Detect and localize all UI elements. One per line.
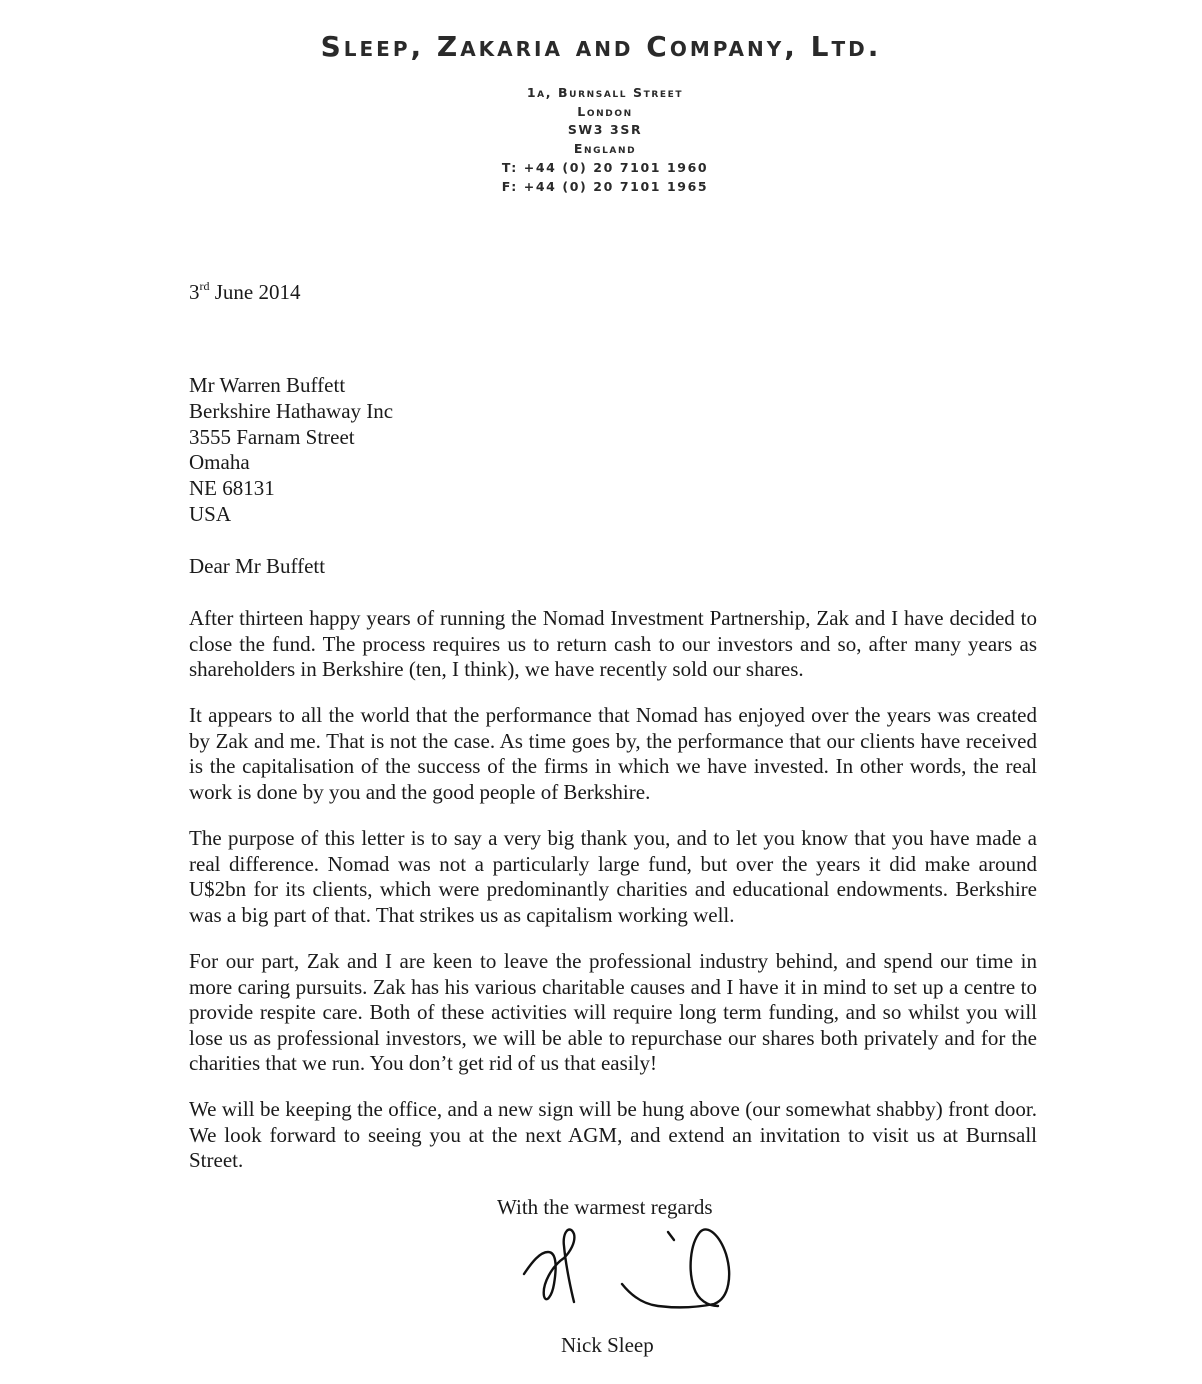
recipient-city: Omaha [189, 450, 250, 475]
body-paragraph: After thirteen happy years of running the Nomad Investment Partnership, Zak and I have decided to close the fund. The process requires us to return cash to our investors and so, after many years as shareholders in Berkshire (ten, I think), we have recently sold our shares. [189, 606, 1037, 682]
company-address [400, 84, 810, 196]
recipient-company: Berkshire Hathaway Inc [189, 398, 394, 423]
address-postcode: SW3 3SR [567, 122, 643, 138]
date-month-year: June 2014 [209, 280, 301, 304]
closing-line: With the warmest regards [497, 1195, 713, 1219]
body-paragraph: The purpose of this letter is to say a very big thank you, and to let you know that you have made a real difference. Nomad was not a particularly large fund, but over the years it did make around U$2bn for its clients, which were predominantly charities and educational endowments. Berkshire was a big part of that. That strikes us as capitalism working well. [189, 826, 1037, 927]
recipient-country: USA [189, 501, 232, 526]
recipient-address [189, 373, 393, 528]
letter-date [189, 280, 301, 305]
body-paragraph: We will be keeping the office, and a new sign will be hung above (our somewhat shabby) front door. We look forward to seeing you at the next AGM, and extend an invitation to visit us at Burnsall Street. [189, 1097, 1037, 1173]
signature-icon [518, 1222, 738, 1322]
company-name: Sleep, Zakaria and Company, Ltd. [320, 30, 882, 63]
address-fax: F: +44 (0) 20 7101 1965 [501, 178, 709, 194]
recipient-postcode: NE 68131 [189, 476, 275, 501]
date-day: 3 [189, 280, 200, 304]
address-street: 1a, Burnsall Street [526, 85, 684, 100]
body-paragraph: It appears to all the world that the performance that Nomad has enjoyed over the years was created by Zak and me. That is not the case. As time goes by, the performance that our clients have received is the capitalisation of the success of the firms in which we have invested. In other words, the real work is done by you and the good people of Berkshire. [189, 703, 1037, 804]
salutation: Dear Mr Buffett [189, 554, 326, 578]
signer-name: Nick Sleep [561, 1333, 654, 1357]
recipient-name: Mr Warren Buffett [189, 373, 346, 397]
address-city: London [577, 103, 633, 119]
date-suffix: rd [199, 279, 210, 293]
address-country: England [573, 141, 637, 157]
recipient-street: 3555 Farnam Street [189, 424, 355, 449]
body-paragraph: For our part, Zak and I are keen to leave the professional industry behind, and spend our time in more caring pursuits. Zak has his various charitable causes and I have it in mind to set up a centre to provide respite care. Both of these activities will require long term funding, and so whilst you will lose us as professional investors, we will be able to repurchase our shares both privately and for the charities that we run. You don’t get rid of us that easily! [189, 949, 1037, 1076]
address-telephone: T: +44 (0) 20 7101 1960 [501, 159, 709, 175]
